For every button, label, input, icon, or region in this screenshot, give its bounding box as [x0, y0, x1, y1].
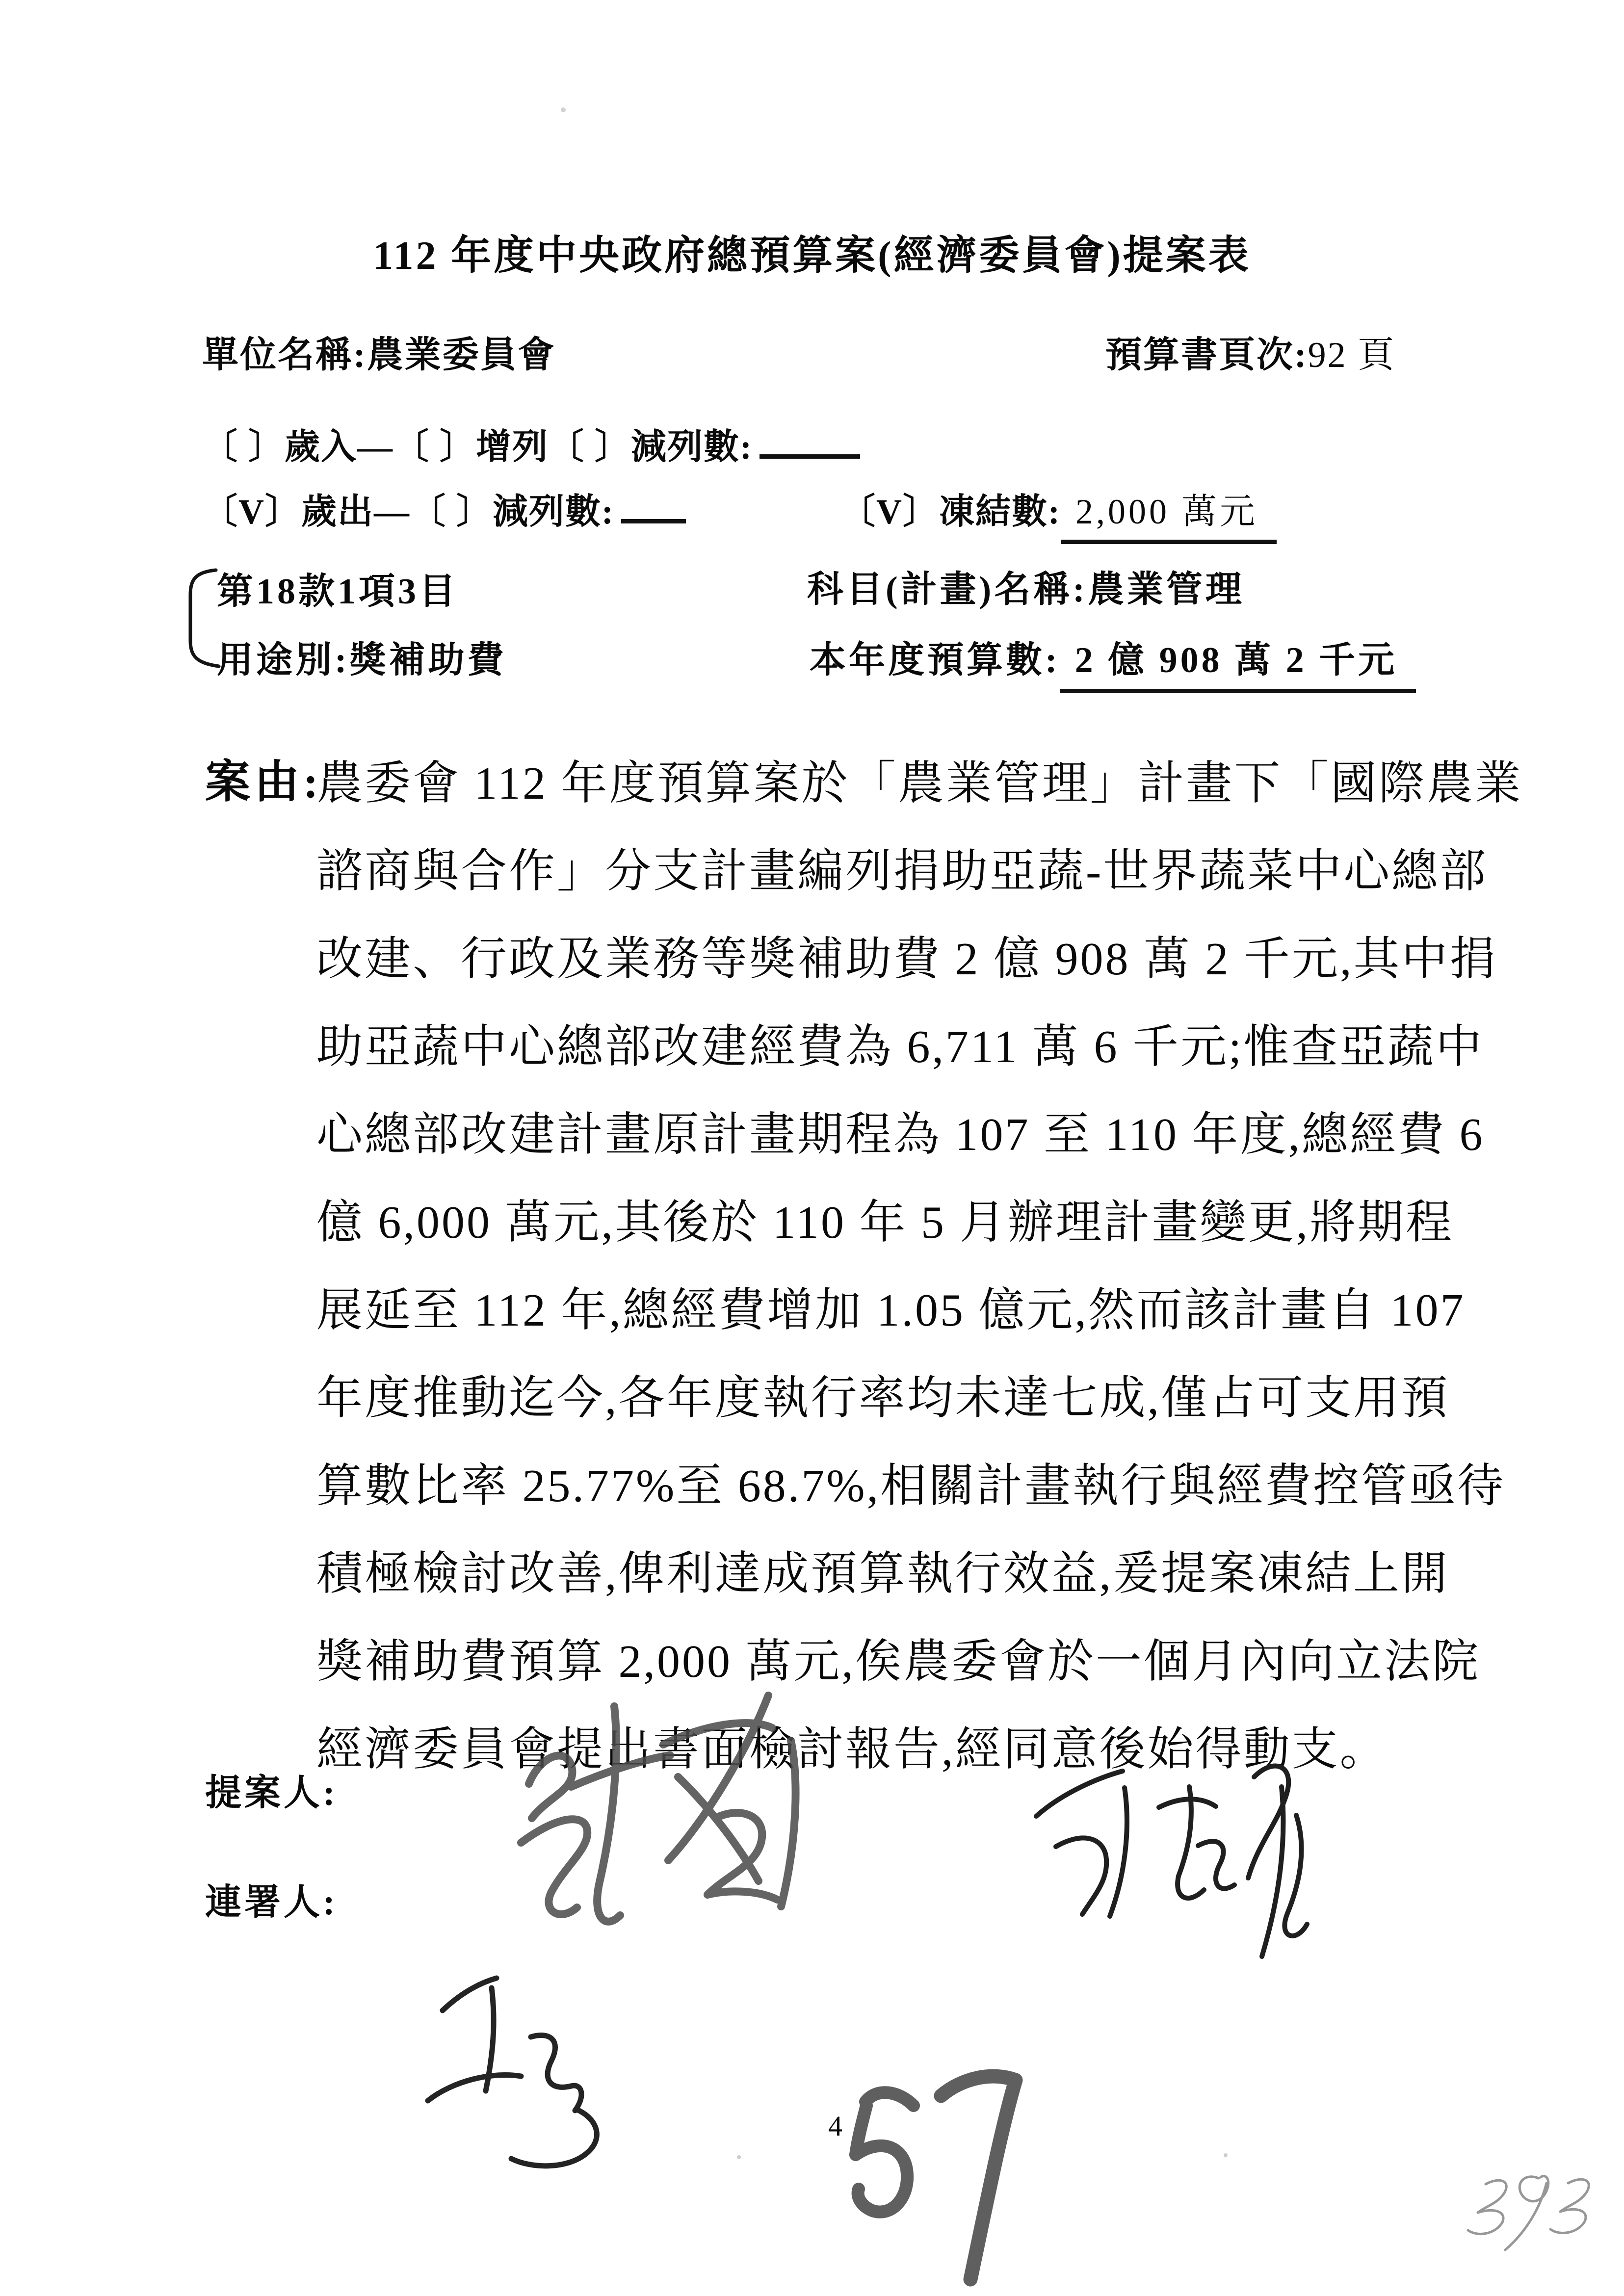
- expenditure-checkbox-row: [202, 483, 686, 534]
- handwritten-page-number: [856, 2076, 1016, 2279]
- expenditure-checkbox-text: 〔V〕歲出—〔 〕減列數:: [202, 492, 614, 531]
- cosigner-signature-1: [428, 1978, 597, 2166]
- budget-book-page-line: [1105, 326, 1395, 378]
- budget-clause: 第18款1項3目: [217, 572, 458, 612]
- proposer-label: 提案人:: [205, 1773, 338, 1813]
- usage-line: [217, 631, 507, 683]
- revenue-amount-blank: [760, 420, 860, 459]
- case-line: 積極檢討改善,俾利達成預算執行效益,爰提案凍結上開: [316, 1548, 1450, 1599]
- case-line: 心總部改建計畫原計畫期程為 107 至 110 年度,總經費 6: [316, 1109, 1485, 1160]
- scan-speck: [737, 2155, 741, 2159]
- scan-speck: [561, 107, 566, 112]
- revenue-checkbox-row: [202, 418, 860, 469]
- freeze-amount-row: [840, 483, 1277, 544]
- case-line: 經濟委員會提出書面檢討報告,經同意後始得動支。: [316, 1724, 1388, 1775]
- case-line: 展延至 112 年,總經費增加 1.05 億元,然而該計畫自 107: [316, 1285, 1466, 1336]
- unit-name-line: [202, 326, 556, 378]
- subject-value: 農業管理: [1087, 570, 1245, 610]
- clause-bracket: [190, 570, 219, 666]
- revenue-checkbox-text: 〔 〕歲入—〔 〕增列〔 〕減列數:: [202, 427, 753, 467]
- cosigner-label: 連署人:: [205, 1882, 338, 1923]
- case-line: 年度推動迄今,各年度執行率均未達七成,僅占可支用預: [316, 1373, 1450, 1424]
- case-line: 億 6,000 萬元,其後於 110 年 5 月辦理計畫變更,將期程: [316, 1197, 1454, 1248]
- freeze-amount-value: 2,000 萬元: [1061, 483, 1277, 544]
- case-line: 算數比率 25.77%至 68.7%,相關計畫執行與經費控管亟待: [316, 1461, 1506, 1512]
- case-label: 案由:: [205, 757, 322, 807]
- corner-note-393: [1468, 2176, 1589, 2250]
- budget-book-page-label: 預算書頁次:: [1105, 335, 1308, 375]
- usage-label: 用途別:: [217, 640, 350, 680]
- page-title: 112 年度中央政府總預算案(經濟委員會)提案表: [373, 233, 1251, 278]
- case-line: 助亞蔬中心總部改建經費為 6,711 萬 6 千元;惟查亞蔬中: [316, 1021, 1484, 1072]
- scan-speck: [1224, 2153, 1228, 2157]
- unit-name-value: 農業委員會: [367, 335, 556, 375]
- case-line: 農委會 112 年度預算案於「農業管理」計畫下「國際農業: [316, 758, 1523, 809]
- printed-page-number: 4: [828, 2110, 842, 2142]
- expenditure-cut-blank: [621, 485, 686, 523]
- proposer-signature-2: [1036, 1766, 1307, 1957]
- budget-book-page-value: 92 頁: [1308, 335, 1396, 375]
- subject-line: [807, 560, 1245, 612]
- case-line: 獎補助費預算 2,000 萬元,俟農委會於一個月內向立法院: [316, 1636, 1481, 1687]
- subject-label: 科目(計畫)名稱:: [807, 570, 1088, 610]
- year-budget-line: [810, 631, 1416, 693]
- year-budget-label: 本年度預算數:: [810, 640, 1060, 680]
- case-line: 改建、行政及業務等獎補助費 2 億 908 萬 2 千元,其中捐: [316, 934, 1498, 985]
- usage-value: 獎補助費: [349, 640, 507, 680]
- freeze-checkbox-text: 〔V〕凍結數:: [840, 492, 1061, 531]
- unit-name-label: 單位名稱:: [202, 335, 367, 375]
- case-line: 諮商與合作」分支計畫編列捐助亞蔬-世界蔬菜中心總部: [316, 846, 1488, 897]
- year-budget-value: 2 億 908 萬 2 千元: [1060, 631, 1416, 693]
